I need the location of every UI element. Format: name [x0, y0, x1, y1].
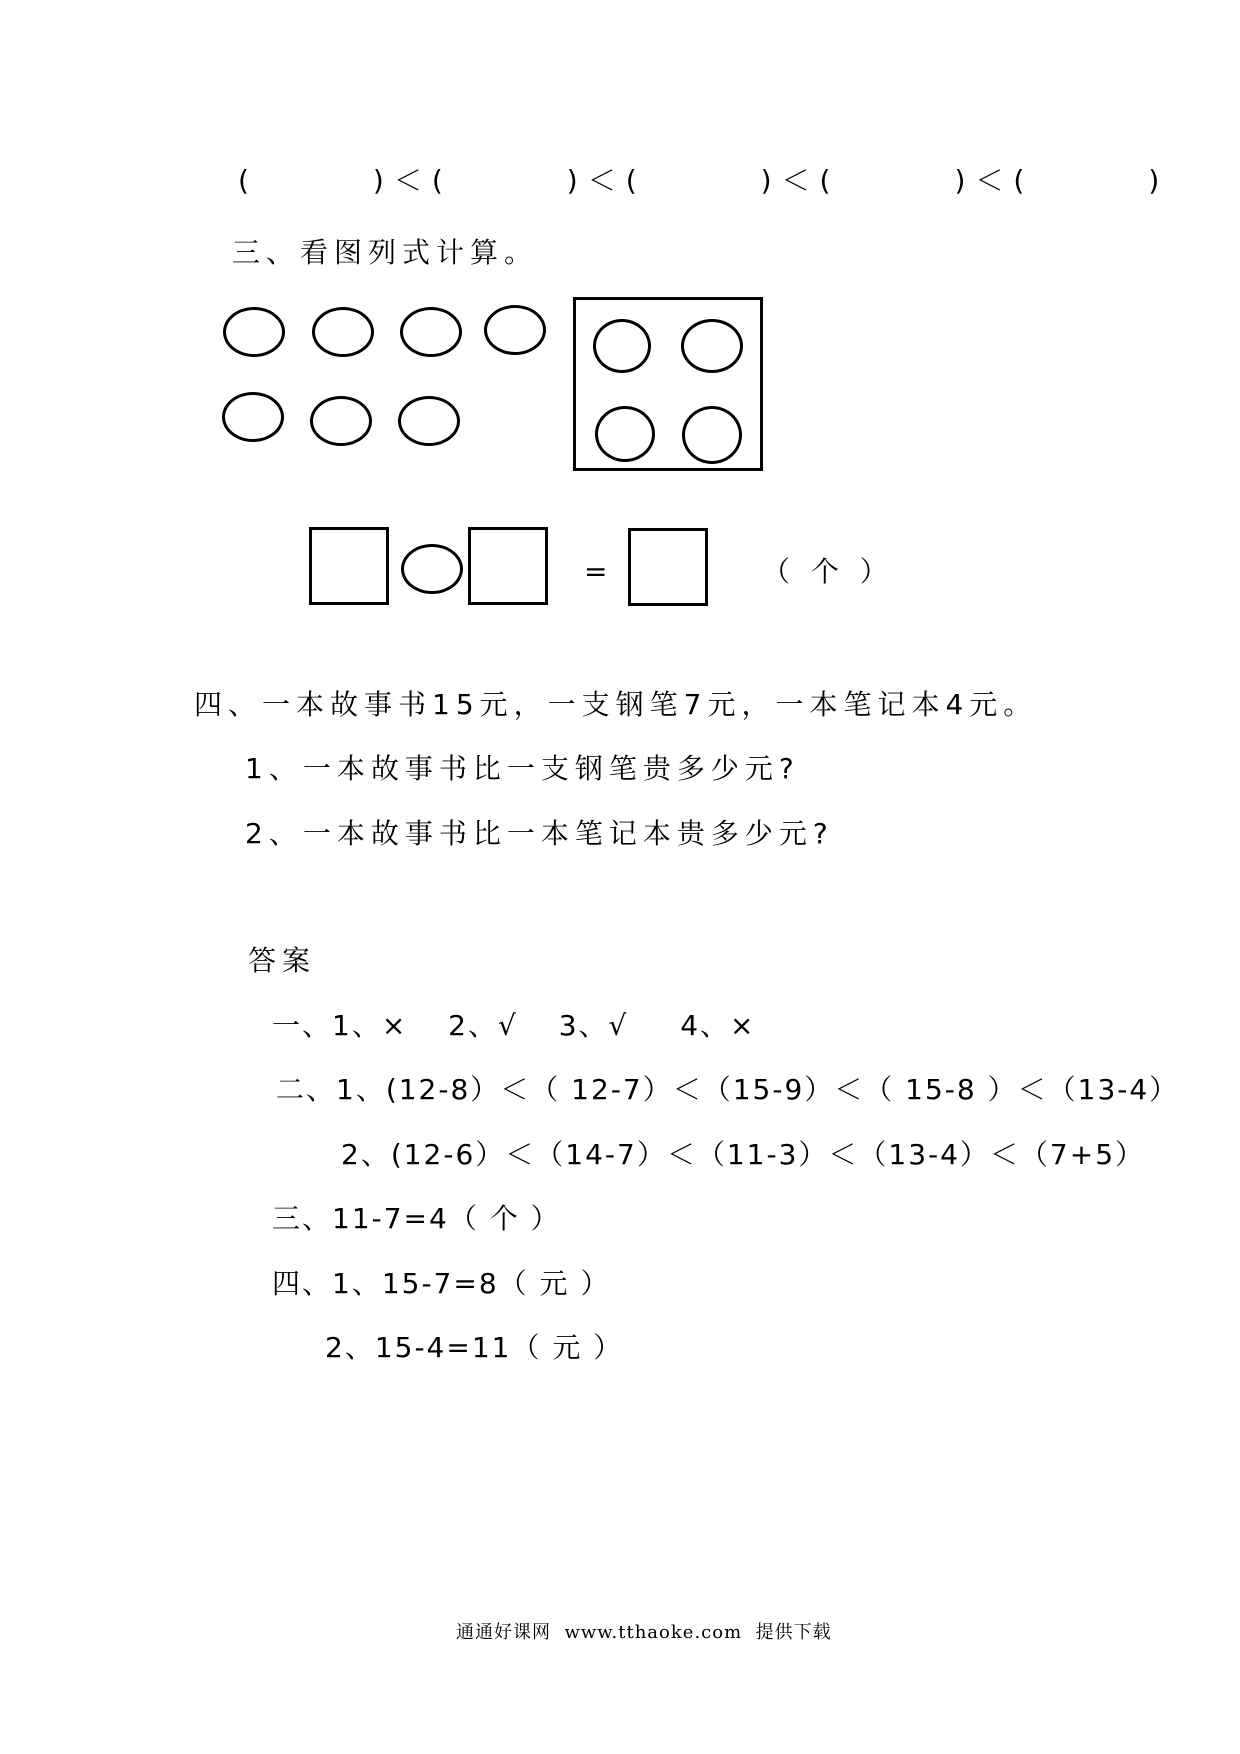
section4-question-2: 2、一本故事书比一本笔记本贵多少元?: [245, 817, 834, 850]
circle: [484, 305, 546, 355]
answer-section-3: 三、11-7=4（ 个 ）: [272, 1202, 561, 1235]
answer-box-3[interactable]: [628, 528, 708, 606]
equals-sign: =: [584, 555, 614, 588]
answer-section-2-part-1: 二、1、(12-8）＜（ 12-7）＜（15-9）＜（ 15-8 ）＜（13-4）: [276, 1073, 1180, 1106]
unit-label: （ 个 ）: [762, 555, 894, 588]
answer-box-2[interactable]: [468, 527, 548, 605]
circle: [682, 406, 742, 464]
answer-section-4-part-1: 四、1、15-7=8（ 元 ）: [272, 1267, 611, 1300]
circle: [681, 319, 743, 373]
footer-credit: 通通好课网 www.tthaoke.com 提供下载: [456, 1622, 832, 1643]
answer-box-1[interactable]: [309, 527, 389, 605]
operator-circle[interactable]: [401, 544, 463, 594]
blank-order-row: ( )＜( )＜( )＜( )＜( ): [238, 164, 1170, 197]
boxed-circles-frame: [573, 297, 763, 471]
circle: [223, 307, 285, 357]
section3-heading: 三、看图列式计算。: [232, 236, 539, 269]
section4-heading: 四、一本故事书15元，一支钢笔7元，一本笔记本4元。: [194, 688, 1038, 721]
circle: [400, 307, 462, 357]
answer-section-4-part-2: 2、15-4=11（ 元 ）: [325, 1331, 624, 1364]
circle: [595, 406, 655, 462]
circle: [398, 396, 460, 446]
answers-heading: 答案: [248, 944, 317, 977]
circle: [312, 307, 374, 357]
circle: [593, 319, 651, 373]
circle: [222, 392, 284, 442]
answer-section-1: 一、1、× 2、√ 3、√ 4、×: [272, 1009, 756, 1042]
answer-section-2-part-2: 2、(12-6）＜（14-7）＜（11-3）＜（13-4）＜（7+5）: [341, 1138, 1146, 1171]
circle: [310, 396, 372, 446]
section4-question-1: 1、一本故事书比一支钢笔贵多少元?: [245, 752, 800, 785]
